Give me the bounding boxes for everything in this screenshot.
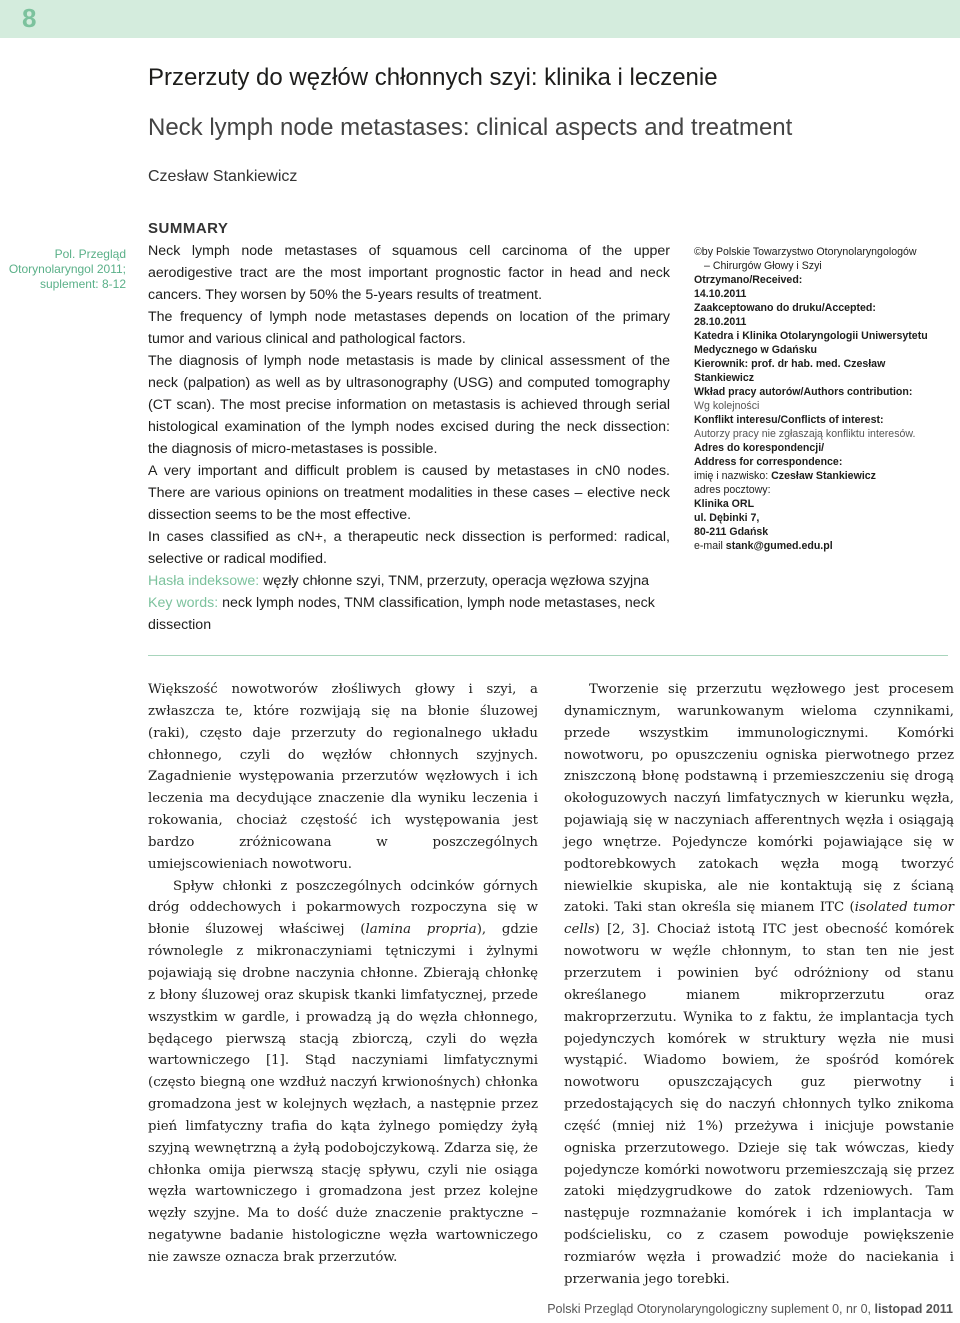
body-column-right (564, 679, 954, 1291)
section-divider (148, 655, 948, 656)
name-label: imię i nazwisko: (694, 470, 769, 482)
copyright: ©by Polskie Towarzystwo Otorynolaryngologów (694, 246, 917, 258)
accepted-label: Zaakceptowano do druku/Accepted: (694, 302, 876, 314)
body-paragraph: Większość nowotworów złośliwych głowy i szyi, a zwłaszcza te, które rozwijają się na błonie śluzowej (raki), często daje przerzuty do regionalnego układu chłonnego, czyli do węzłów chłonnych szyjnych. Zagadnienie występowania przerzutów węzłowych i ich leczenia ma decydujące znaczenie dla wyniku leczenia i rokowania, chociaż częstość ich występowania jest bardzo zróżnicowana w poszczególnych umiejscowieniach nowotworu. (148, 682, 538, 872)
address-line: 80-211 Gdańsk (694, 526, 769, 538)
journal-citation (0, 247, 126, 292)
summary-paragraph: The frequency of lymph node metastases depends on location of the primary tumor and various clinical and pathological factors. (148, 309, 670, 347)
keywords-polish-text: węzły chłonne szyi, TNM, przerzuty, operacja węzłowa szyjna (263, 573, 649, 589)
department: Katedra i Klinika Otolaryngologii Uniwersytetu (694, 330, 928, 342)
citation-line: Otorynolaryngol 2011; (8, 262, 126, 276)
received-date: 14.10.2011 (694, 288, 747, 300)
conflict-value: Autorzy pracy nie zgłaszają konfliktu interesów. (694, 428, 916, 440)
citation-line: Pol. Przegląd (54, 247, 126, 261)
author: Czesław Stankiewicz (148, 168, 298, 185)
page-footer (500, 1302, 953, 1316)
summary-paragraph: Neck lymph node metastases of squamous cell carcinoma of the upper aerodigestive tract are the most important prognostic factor in head and neck cancers. They worsen by 50% the 5-years results of treatment. (148, 243, 670, 303)
contribution-value: Wg kolejności (694, 400, 760, 412)
body-text: Spływ chłonki z poszczególnych odcinków górnych dróg oddechowych i pokarmowych rozpoczyna się w błonie śluzowej właściwej ( (148, 878, 538, 938)
body-column-left (148, 679, 538, 1269)
keywords-english-text: neck lymph nodes, TNM classification, lymph node metastases, neck dissection (148, 595, 655, 633)
title-english: Neck lymph node metastases: clinical aspects and treatment (148, 114, 793, 141)
body-text-italic: lamina propria (365, 922, 477, 938)
correspondence-name (694, 469, 950, 483)
accepted-date: 28.10.2011 (694, 316, 747, 328)
body-text: ) [2, 3]. Chociaż istotą ITC jest obecność komórek nowotworu w węźle chłonnym, to stan ten nie jest przerzutem i powinien być odróżniony od stanu określanego mianem mikroprzerzutu oraz makroprzerzutu. Wynika to z faktu, że implantacja tych pojedynczych komórek w struktury węzła nie musi wystąpić. Wiadomo bowiem, że spośród komórek nowotworu opuszczających guz pierwotny i przedostających się do naczyń chłonnych tylko znikoma część (mniej niż 1%) przeżywa i inicjuje powstanie ogniska przerzutowego. Dzieje się tak wówczas, kiedy pojedyncze komórki nowotworu przemieszczają się przez zatoki międzygrudkowe do zatok rdzeniowych. Tam następuje rozmnażanie komórek i ich implantacja w podścielisku, co z czasem powoduje powiększenie rozmiarów węzła i prowadzić może do naciekania i przerwania jego torebki. (564, 922, 954, 1287)
department-head: Stankiewicz (694, 372, 755, 384)
email-label: e-mail (694, 540, 723, 552)
body-text: ), gdzie równolegle z mikronaczyniami tętniczymi i żylnymi pojawiają się drobne naczynia chłonne. Zbierają chłonkę z błony śluzowej oraz skupisk tkanki limfatycznej, przede wszystkim w gardle, i prowadzą ją do węzła chłonnego, będącego pierwszą stacją zbiorczą, czyli do węzła wartowniczego [1]. Stąd naczyniami limfatycznymi (często biegną one wzdłuż naczyń krwionośnych) chłonka gromadzona jest w kolejnych węzłach, a następnie przez pień limfatyczny trafia do kąta żylnego pomiędzy żyłą szyjną wewnętrzną a żyłą podobojczykową. Zdarza się, że chłonka omija pierwszą stację spływu, czyli nie osiąga węzła wartowniczego i gromadzona jest przez kolejne węzły szyjne. Ma to dość duże znaczenie praktyczne – negatywne badanie histologiczne węzła wartowniczego nie zawsze oznacza brak przerzutów. (148, 922, 538, 1265)
page-header-band (0, 0, 960, 38)
postal-label: adres pocztowy: (694, 484, 771, 496)
summary-paragraph: A very important and difficult problem is caused by metastases in cN0 nodes. There are various opinions on treatment modalities in these cases – elective neck dissection seems to be the most effective. (148, 463, 670, 523)
summary-paragraph: In cases classified as cN+, a therapeutic neck dissection is performed: radical, selective or radical modified. (148, 529, 670, 567)
email-value: stank@gumed.edu.pl (725, 540, 833, 552)
footer-journal: Polski Przegląd Otorynolaryngologiczny suplement 0, nr 0, (547, 1302, 871, 1316)
summary-paragraph: The diagnosis of lymph node metastasis is made by clinical assessment of the neck (palpation) as well as by ultrasonography (USG) and computed tomography (CT scan). The most precise information on metastasis is achieved through serial histological examination of the lymph nodes excised during the neck dissection: the diagnosis of micro-metastases is possible. (148, 353, 670, 457)
keywords-english-label: Key words: (148, 595, 219, 611)
address-line: Klinika ORL (694, 498, 755, 510)
conflict-label: Konflikt interesu/Conflicts of interest: (694, 414, 884, 426)
citation-line: suplement: 8-12 (39, 277, 126, 291)
keywords-polish-label: Hasła indeksowe: (148, 573, 260, 589)
keywords-english (148, 592, 670, 636)
summary-heading: SUMMARY (148, 220, 229, 237)
page-number: 8 (22, 3, 37, 33)
body-paragraph (148, 876, 538, 1269)
department: Medycznego w Gdańsku (694, 344, 818, 356)
article-info-box (694, 245, 950, 553)
body-text: Tworzenie się przerzutu węzłowego jest procesem dynamicznym, warunkowanym wieloma czynnikami, przede wszystkim immunologicznymi. Komórki nowotworu, po opuszczeniu ogniska pierwotnego przez zniszczoną błonę podstawną i przemieszczeniu się drogą okołoguzowych naczyń limfatycznych w kierunku węzła, pojawiają się w naczyniach afferentnych węzła i osiągają jego wnętrze. Pojedyncze komórki pojawiające się w podtorebkowych zatokach węzła mogą tworzyć niewielkie skupiska, ale nie kontaktują się z ścianą zatoki. Taki stan określa się mianem ITC ( (564, 682, 954, 916)
department-head: Kierownik: prof. dr hab. med. Czesław (694, 358, 886, 370)
keywords-polish (148, 570, 670, 592)
body-paragraph (564, 679, 954, 1291)
correspondence-label: Address for correspondence: (694, 456, 843, 468)
correspondence-label: Adres do korespondencji/ (694, 442, 825, 454)
summary-section (148, 218, 670, 636)
address-line: ul. Dębinki 7, (694, 512, 760, 524)
body-text-italic: isolated tumor cells (564, 900, 954, 938)
footer-date: listopad 2011 (874, 1302, 953, 1316)
received-label: Otrzymano/Received: (694, 274, 803, 286)
copyright: – Chirurgów Głowy i Szyi (704, 260, 822, 272)
contribution-label: Wkład pracy autorów/Authors contribution: (694, 386, 913, 398)
email-line (694, 539, 950, 553)
title-polish: Przerzuty do węzłów chłonnych szyi: klinika i leczenie (148, 64, 718, 91)
name-value: Czesław Stankiewicz (771, 470, 876, 482)
